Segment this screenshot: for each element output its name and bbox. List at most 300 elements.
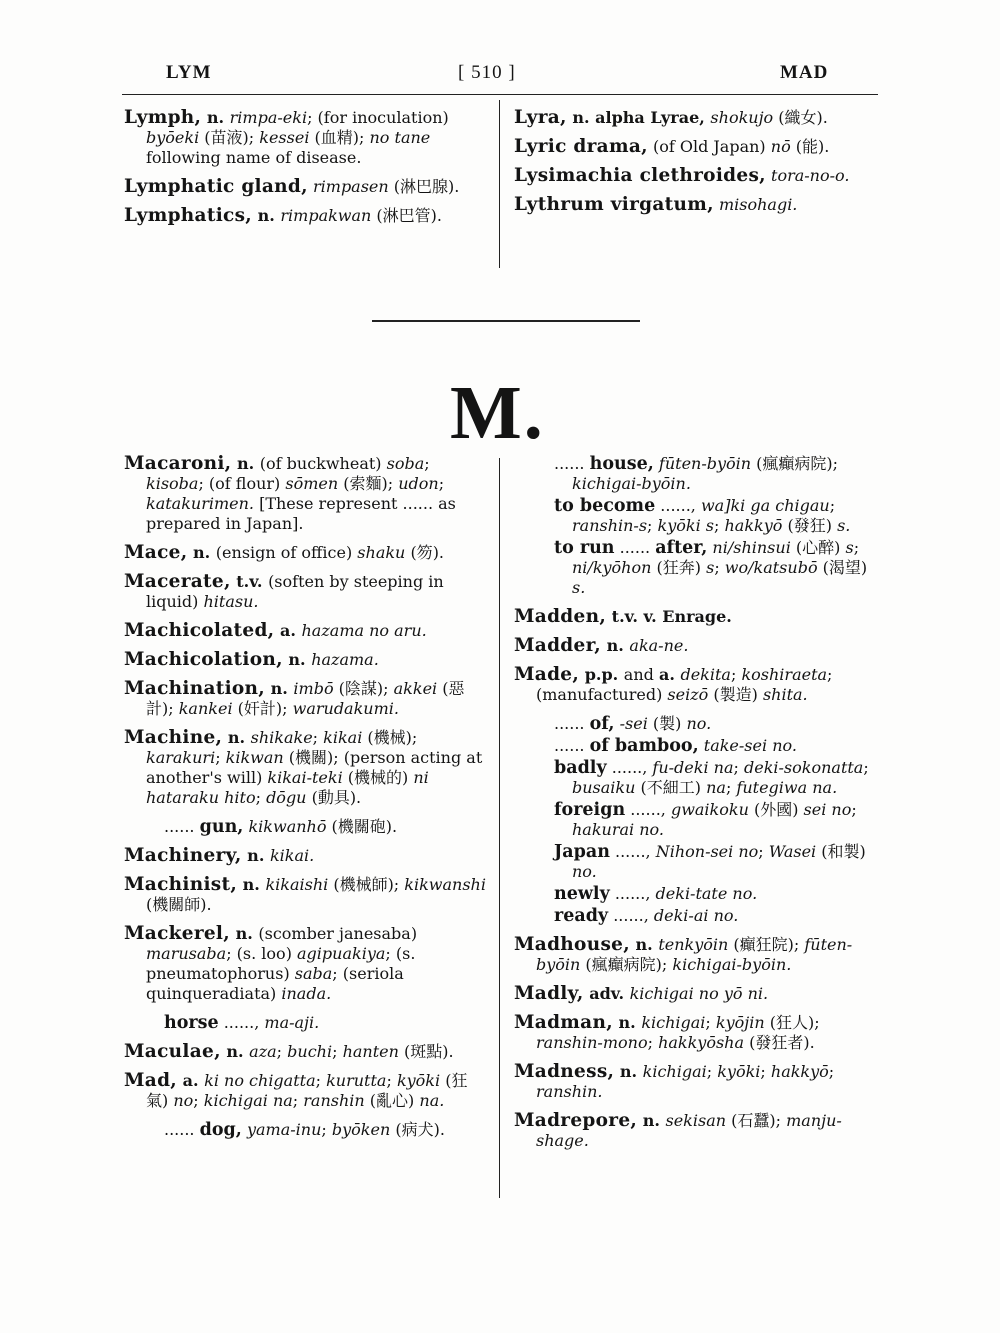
part-of-speech: n. xyxy=(187,543,216,562)
dictionary-entry xyxy=(124,650,486,670)
definition-text: (外國) xyxy=(748,800,804,819)
definition-text: ; xyxy=(733,758,744,777)
dictionary-entry xyxy=(124,875,486,915)
headword: Madden, xyxy=(514,606,607,627)
definition-text: (製造) xyxy=(708,685,763,704)
japanese-gloss: misohagi. xyxy=(718,195,798,214)
japanese-gloss: kikwanhō xyxy=(248,817,327,836)
japanese-gloss: kichigai xyxy=(641,1013,706,1032)
part-of-speech: p.p. xyxy=(579,665,624,684)
definition-text: (ensign of office) xyxy=(215,543,358,562)
headword: Madder, xyxy=(514,635,602,656)
definition-text: (血精); xyxy=(309,128,370,147)
headword: Mackerel, xyxy=(124,923,231,944)
page-number: [ 510 ] xyxy=(458,62,516,83)
sub-headword: after, xyxy=(655,538,708,558)
part-of-speech: n. xyxy=(282,650,312,669)
japanese-gloss: fu-deki na xyxy=(652,758,734,777)
japanese-gloss: kikwan xyxy=(225,748,284,767)
japanese-gloss: imbō xyxy=(293,679,334,698)
dictionary-entry xyxy=(514,1013,878,1053)
japanese-gloss: tenkyōin xyxy=(658,935,729,954)
japanese-gloss: busaiku xyxy=(572,778,636,797)
japanese-gloss: take-sei no. xyxy=(703,736,797,755)
part-of-speech: n. xyxy=(201,108,230,127)
japanese-gloss: dekita xyxy=(680,665,731,684)
japanese-gloss: hakurai no. xyxy=(572,820,664,839)
japanese-gloss: shaku xyxy=(357,543,406,562)
japanese-gloss: shokujo xyxy=(710,108,774,127)
sub-headword: horse xyxy=(164,1013,219,1033)
japanese-gloss: buchi xyxy=(287,1042,333,1061)
definition-text: (苗液); xyxy=(199,128,260,147)
definition-text: ...... xyxy=(554,736,590,755)
japanese-gloss: shikake xyxy=(250,728,313,747)
japanese-gloss: kikai. xyxy=(269,846,315,865)
japanese-gloss: aka-ne. xyxy=(629,636,689,655)
headword: Machicolation, xyxy=(124,649,283,670)
part-of-speech: n. xyxy=(637,1111,666,1130)
top-column-divider xyxy=(499,100,500,268)
sub-headword: house, xyxy=(589,454,654,474)
definition-text: ...... xyxy=(164,817,200,836)
japanese-gloss: hakkyō xyxy=(724,516,783,535)
dictionary-entry xyxy=(514,137,878,157)
part-of-speech: n. xyxy=(222,728,251,747)
dictionary-entry xyxy=(514,108,878,128)
dictionary-entry xyxy=(514,166,878,186)
headword: Macaroni, xyxy=(124,453,232,474)
japanese-gloss: wa]ki ga chigau xyxy=(700,496,830,515)
definition-text: ...... xyxy=(614,538,656,557)
definition-text: ; xyxy=(424,454,430,473)
dictionary-entry xyxy=(124,206,486,226)
definition-text: (發狂) xyxy=(782,516,838,535)
main-column-divider xyxy=(499,458,500,1198)
definition-text: ......, xyxy=(625,800,671,819)
definition-text: (斑點). xyxy=(398,1042,454,1061)
definition-text: and xyxy=(623,665,659,684)
definition-text: (瘋癲病院); xyxy=(580,955,673,974)
definition-text: ; xyxy=(386,1071,397,1090)
dictionary-entry xyxy=(514,636,878,656)
section-letter: M. xyxy=(450,371,545,455)
dictionary-entry xyxy=(514,607,878,627)
definition-text: (瘋癲病院); xyxy=(751,454,839,473)
headword: Machination, xyxy=(124,678,266,699)
japanese-gloss: ma-aji. xyxy=(264,1013,320,1032)
sub-headword: to become xyxy=(554,496,656,516)
japanese-gloss: -sei xyxy=(619,714,648,733)
sub-entry xyxy=(124,1120,486,1140)
japanese-gloss: kyōki xyxy=(396,1071,441,1090)
definition-text: (機械); xyxy=(362,728,418,747)
japanese-gloss: warudakumi. xyxy=(292,699,399,718)
dictionary-entry xyxy=(514,665,878,705)
definition-text: (機關砲). xyxy=(326,817,398,836)
running-head-right: MAD xyxy=(780,62,829,83)
definition-text: (of Old Japan) xyxy=(647,137,771,156)
definition-text: ; (of flour) xyxy=(198,474,286,493)
japanese-gloss: kurutta xyxy=(326,1071,387,1090)
definition-text: (狂人); xyxy=(764,1013,820,1032)
japanese-gloss: ni hataraku hito xyxy=(146,768,429,807)
definition-text: ......, xyxy=(655,496,701,515)
part-of-speech: n. alpha Lyrae, xyxy=(566,108,711,127)
japanese-gloss: agipuakiya xyxy=(297,944,386,963)
part-of-speech: n. xyxy=(629,935,659,954)
dictionary-entry xyxy=(124,846,486,866)
sub-headword: ready xyxy=(554,906,609,926)
japanese-gloss: sei no xyxy=(803,800,852,819)
dictionary-entry xyxy=(124,543,486,563)
japanese-gloss: kikwanshi xyxy=(404,875,486,894)
definition-text: (狂氣) xyxy=(146,1071,468,1110)
headword: Macerate, xyxy=(124,571,231,592)
japanese-gloss: karakuri xyxy=(146,748,216,767)
sub-headword: of, xyxy=(589,714,615,734)
section-rule xyxy=(372,320,640,322)
part-of-speech: n. xyxy=(220,1042,250,1061)
japanese-gloss: dōgu xyxy=(266,788,307,807)
japanese-gloss: kichigai no yō ni. xyxy=(629,984,769,1003)
definition-text: ...... xyxy=(164,1120,200,1139)
sub-entry xyxy=(514,842,878,882)
japanese-gloss: s xyxy=(845,538,854,557)
dictionary-entry xyxy=(124,621,486,641)
japanese-gloss: saba xyxy=(294,964,333,983)
definition-text: (索麵); xyxy=(338,474,399,493)
japanese-gloss: katakurimen. xyxy=(146,494,254,513)
sub-entry xyxy=(514,884,878,904)
japanese-gloss: kichigai na xyxy=(203,1091,293,1110)
japanese-gloss: inada. xyxy=(281,984,332,1003)
dictionary-entry xyxy=(124,454,486,534)
definition-text: (動具). xyxy=(306,788,362,807)
japanese-gloss: kisoba xyxy=(146,474,199,493)
definition-text: ; xyxy=(853,538,860,557)
definition-text: (渴望) xyxy=(817,558,868,577)
japanese-gloss: byōken xyxy=(331,1120,391,1139)
headword: Machine, xyxy=(124,727,223,748)
dictionary-entry xyxy=(124,728,486,808)
definition-text: ......, xyxy=(609,842,656,861)
definition-text: ; xyxy=(714,516,725,535)
definition-text: (淋巴腺). xyxy=(388,177,460,196)
definition-text: ; xyxy=(828,1062,835,1081)
sub-headword: to run xyxy=(554,538,615,558)
definition-text: ; (seriola quinqueradiata) xyxy=(146,964,404,1003)
definition-text: ; xyxy=(193,1091,204,1110)
japanese-gloss: sekisan xyxy=(665,1111,727,1130)
dictionary-entry xyxy=(124,1071,486,1111)
definition-text: ; xyxy=(863,758,869,777)
dictionary-entry xyxy=(514,935,878,975)
japanese-gloss: deki-sokonatta xyxy=(744,758,864,777)
definition-text: ; (manufactured) xyxy=(536,665,833,704)
japanese-gloss: tora-no-o. xyxy=(771,166,850,185)
top-left-column xyxy=(124,108,486,235)
part-of-speech: adv. xyxy=(583,984,630,1003)
top-right-column xyxy=(514,108,878,224)
japanese-gloss: soba xyxy=(386,454,425,473)
sub-entry xyxy=(514,454,878,494)
definition-text: ; xyxy=(312,728,324,747)
sub-entry xyxy=(514,538,878,598)
headword: Lymphatic gland, xyxy=(124,176,308,197)
headword: Mace, xyxy=(124,542,188,563)
part-of-speech: n. xyxy=(614,1062,643,1081)
dictionary-entry xyxy=(124,1042,486,1062)
japanese-gloss: hakkyōsha xyxy=(658,1033,745,1052)
japanese-gloss: fūten-byōin xyxy=(658,454,752,473)
japanese-gloss: nō xyxy=(770,137,791,156)
japanese-gloss: futegiwa na. xyxy=(736,778,838,797)
sub-headword: newly xyxy=(554,884,610,904)
dictionary-entry xyxy=(124,572,486,612)
header-rule xyxy=(122,94,878,95)
japanese-gloss: ni/kyōhon xyxy=(572,558,652,577)
japanese-gloss: hakkyō xyxy=(770,1062,829,1081)
definition-text: (發狂者). xyxy=(744,1033,815,1052)
part-of-speech: t.v. xyxy=(230,572,269,591)
japanese-gloss: udon xyxy=(398,474,439,493)
japanese-gloss: s xyxy=(706,558,715,577)
sub-headword: gun, xyxy=(199,817,244,837)
japanese-gloss: hanten xyxy=(342,1042,399,1061)
definition-text: (狂奔) xyxy=(651,558,707,577)
sub-headword: foreign xyxy=(554,800,626,820)
japanese-gloss: kichigai-byōin. xyxy=(572,474,691,493)
definition-text: ; xyxy=(332,1042,343,1061)
main-left-column xyxy=(124,454,486,1149)
definition-text: (奸計); xyxy=(232,699,293,718)
japanese-gloss: no. xyxy=(686,714,712,733)
sub-entry xyxy=(514,758,878,798)
japanese-gloss: rimpakwan xyxy=(280,206,372,225)
definition-text: ; xyxy=(321,1120,332,1139)
japanese-gloss: kyōki xyxy=(717,1062,761,1081)
definition-text: following name of disease. xyxy=(146,148,362,167)
japanese-gloss: kyōki s xyxy=(657,516,715,535)
dictionary-entry xyxy=(514,195,878,215)
definition-text: (淋巴管). xyxy=(371,206,443,225)
part-of-speech: a. xyxy=(274,621,302,640)
definition-text: ......, xyxy=(609,884,656,903)
headword: Lysimachia clethroides, xyxy=(514,165,766,186)
part-of-speech: n. xyxy=(601,636,630,655)
headword: Lymph, xyxy=(124,107,202,128)
japanese-gloss: seizō xyxy=(667,685,709,704)
japanese-gloss: kichigai xyxy=(642,1062,707,1081)
japanese-gloss: kikai xyxy=(323,728,363,747)
japanese-gloss: fūten-byōin xyxy=(536,935,853,974)
headword: Madhouse, xyxy=(514,934,630,955)
japanese-gloss: ranshin-s xyxy=(572,516,648,535)
japanese-gloss: s. xyxy=(572,578,586,597)
definition-text: ......, xyxy=(218,1013,265,1032)
definition-text: ; xyxy=(315,1071,327,1090)
definition-text: (心醉) xyxy=(790,538,846,557)
definition-text: ; xyxy=(292,1091,304,1110)
japanese-gloss: shita. xyxy=(762,685,808,704)
sub-entry xyxy=(124,817,486,837)
definition-text: (和製) xyxy=(816,842,866,861)
definition-text: ; xyxy=(725,778,737,797)
japanese-gloss: hazama. xyxy=(311,650,379,669)
definition-text: (惡計); xyxy=(146,679,465,718)
sub-headword: badly xyxy=(554,758,607,778)
part-of-speech: a. xyxy=(658,665,681,684)
japanese-gloss: gwaikoku xyxy=(670,800,749,819)
japanese-gloss: deki-ai no. xyxy=(653,906,739,925)
sub-headword: dog, xyxy=(199,1120,242,1140)
japanese-gloss: kikai-teki xyxy=(267,768,343,787)
japanese-gloss: wo/katsubō xyxy=(724,558,818,577)
definition-text: ; (s. pneumatophorus) xyxy=(146,944,416,983)
headword: Madman, xyxy=(514,1012,613,1033)
definition-text: ; (for inoculation) xyxy=(307,108,449,127)
definition-text: (不細工) xyxy=(635,778,707,797)
sub-entry xyxy=(514,496,878,536)
headword: Lyra, xyxy=(514,107,567,128)
definition-text: ; xyxy=(215,748,226,767)
definition-text: (陰謀); xyxy=(333,679,394,698)
japanese-gloss: kankei xyxy=(178,699,233,718)
japanese-gloss: Wasei xyxy=(768,842,817,861)
japanese-gloss: aza xyxy=(249,1042,277,1061)
definition-text: ; xyxy=(276,1042,288,1061)
definition-text: (of buckwheat) xyxy=(259,454,387,473)
definition-text: ; xyxy=(705,1013,716,1032)
sub-entry xyxy=(514,800,878,840)
sub-entry xyxy=(124,1013,486,1033)
definition-text: (機械的) xyxy=(342,768,414,787)
running-head-left: LYM xyxy=(166,62,212,83)
definition-text: ; xyxy=(730,665,742,684)
japanese-gloss: no tane xyxy=(369,128,431,147)
sub-headword: Japan xyxy=(554,842,610,862)
headword: Mad, xyxy=(124,1070,178,1091)
japanese-gloss: byōeki xyxy=(146,128,200,147)
japanese-gloss: Nihon-sei no xyxy=(655,842,759,861)
headword: Madrepore, xyxy=(514,1110,638,1131)
definition-text: (病犬). xyxy=(390,1120,445,1139)
japanese-gloss: ranshin-mono xyxy=(536,1033,648,1052)
main-right-column xyxy=(514,454,878,1160)
sub-entry xyxy=(514,906,878,926)
definition-text: (癲狂院); xyxy=(728,935,805,954)
dictionary-entry xyxy=(514,1062,878,1102)
japanese-gloss: akkei xyxy=(393,679,438,698)
dictionary-entry xyxy=(124,924,486,1004)
japanese-gloss: manju-shage. xyxy=(536,1111,842,1150)
dictionary-entry xyxy=(514,984,878,1004)
dictionary-entry xyxy=(124,679,486,719)
part-of-speech: n. xyxy=(265,679,294,698)
japanese-gloss: rimpa-eki xyxy=(229,108,308,127)
part-of-speech: n. xyxy=(612,1013,642,1032)
definition-text: (笏). xyxy=(405,543,445,562)
definition-text: ; xyxy=(255,788,267,807)
japanese-gloss: hazama no aru. xyxy=(301,621,427,640)
part-of-speech: n. xyxy=(230,924,259,943)
definition-text: ; xyxy=(647,1033,659,1052)
definition-text: [These represent ...... as prepared in Japan]. xyxy=(146,494,456,533)
japanese-gloss: deki-tate no. xyxy=(655,884,758,903)
dictionary-entry xyxy=(514,1111,878,1151)
definition-text: (石蠶); xyxy=(726,1111,787,1130)
definition-text: ......, xyxy=(608,906,654,925)
definition-text: ; xyxy=(758,842,769,861)
definition-text: (機關); (person acting at another's will) xyxy=(146,748,483,787)
part-of-speech: n. xyxy=(231,454,260,473)
dictionary-entry xyxy=(124,108,486,168)
definition-text: ...... xyxy=(554,454,590,473)
headword: Lythrum virgatum, xyxy=(514,194,714,215)
definition-text: ; xyxy=(760,1062,771,1081)
part-of-speech: n. xyxy=(241,846,270,865)
dictionary-entry xyxy=(124,177,486,197)
japanese-gloss: kessei xyxy=(259,128,310,147)
headword: Machicolated, xyxy=(124,620,275,641)
definition-text: (能). xyxy=(790,137,830,156)
part-of-speech: n. xyxy=(237,875,266,894)
japanese-gloss: ki no chigatta xyxy=(204,1071,316,1090)
japanese-gloss: ranshin xyxy=(303,1091,365,1110)
japanese-gloss: no xyxy=(173,1091,194,1110)
definition-text: ; (s. loo) xyxy=(226,944,298,963)
definition-text: ; xyxy=(829,496,836,515)
definition-text: ; xyxy=(851,800,857,819)
definition-text: (機關師). xyxy=(146,895,212,914)
japanese-gloss: hitasu. xyxy=(203,592,259,611)
japanese-gloss: koshiraeta xyxy=(741,665,828,684)
definition-text: ...... xyxy=(554,714,590,733)
part-of-speech: a. xyxy=(177,1071,205,1090)
definition-text: ; xyxy=(706,1062,718,1081)
japanese-gloss: yama-inu xyxy=(246,1120,322,1139)
sub-headword: of bamboo, xyxy=(589,736,699,756)
definition-text: (soften by steeping in liquid) xyxy=(146,572,444,611)
japanese-gloss: kikaishi xyxy=(265,875,329,894)
definition-text: (機械師); xyxy=(328,875,405,894)
japanese-gloss: ni/shinsui xyxy=(712,538,791,557)
sub-entry xyxy=(514,714,878,734)
part-of-speech: t.v. v. Enrage. xyxy=(606,607,732,626)
japanese-gloss: na xyxy=(706,778,726,797)
definition-text: (scomber janesaba) xyxy=(258,924,418,943)
sub-entry xyxy=(514,736,878,756)
definition-text: (織女). xyxy=(773,108,828,127)
definition-text: (亂心) xyxy=(364,1091,420,1110)
headword: Lymphatics, xyxy=(124,205,253,226)
definition-text: ; xyxy=(438,474,445,493)
headword: Madly, xyxy=(514,983,584,1004)
definition-text: ......, xyxy=(606,758,653,777)
japanese-gloss: kyōjin xyxy=(715,1013,765,1032)
definition-text: (製) xyxy=(647,714,687,733)
japanese-gloss: no. xyxy=(572,862,597,881)
headword: Maculae, xyxy=(124,1041,221,1062)
japanese-gloss: na. xyxy=(419,1091,445,1110)
japanese-gloss: marusaba xyxy=(146,944,227,963)
japanese-gloss: sōmen xyxy=(285,474,339,493)
japanese-gloss: s. xyxy=(837,516,851,535)
japanese-gloss: kichigai-byōin. xyxy=(672,955,792,974)
headword: Machinist, xyxy=(124,874,238,895)
part-of-speech: n. xyxy=(252,206,281,225)
